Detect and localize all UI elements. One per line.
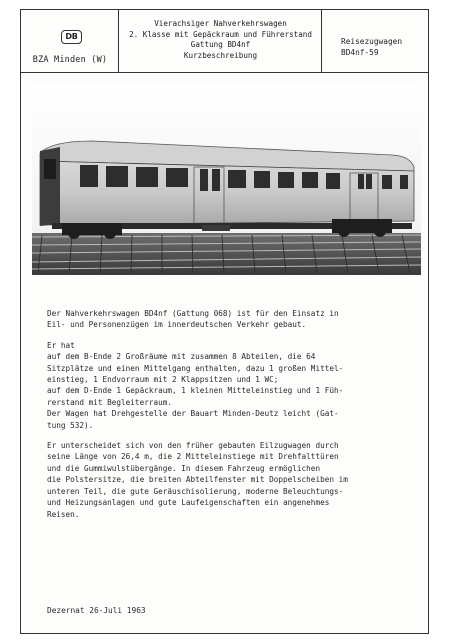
text-line: unteren Teil, die gute Geräuschisolierung, moderne Beleuchtungs- [47, 486, 344, 496]
description-text [47, 308, 383, 529]
railcar-photo [32, 85, 421, 275]
document-title [119, 19, 322, 61]
text-line: Sitzplätze und einen Mittelgang enthalten, dazu 1 großen Mittel- [47, 363, 344, 373]
text-line: die Polstersitze, die breiten Abteilfenster mit Doppelscheiben im [47, 475, 348, 485]
text-line: Er unterscheidet sich von den früher gebauten Eilzugwagen durch [47, 441, 339, 451]
text-line: auf dem B-Ende 2 Großräume mit zusammen 8 Abteilen, die 64 [47, 352, 316, 362]
vehicle-type [341, 37, 402, 58]
type-line: Reisezugwagen [341, 37, 403, 46]
text-line: tung 532). [47, 420, 94, 430]
paragraph-differences [47, 440, 383, 520]
type-line: BD4nf-59 [341, 47, 379, 57]
text-line: Eil- und Personenzügen im innerdeutschen Verkehr gebaut. [47, 320, 307, 330]
text-line: auf dem D-Ende 1 Gepäckraum, 1 kleinen Mitteleinstieg und 1 Füh- [47, 386, 344, 396]
text-line: und die Gummiwulstübergänge. In diesem Fahrzeug ermöglichen [47, 463, 321, 473]
footer-date: Dezernat 26-Juli 1963 [47, 606, 146, 615]
text-line: und Heizungsanlagen und gute Laufeigenschaften ein angenehmes [47, 498, 330, 508]
paragraph-intro [47, 308, 383, 331]
text-line: seine Länge von 26,4 m, die 2 Mitteleinstiege mit Drehfalttüren [47, 452, 339, 462]
header-org-cell [21, 10, 119, 73]
text-line: Der Nahverkehrswagen BD4nf (Gattung 068) ist für den Einsatz in [47, 309, 339, 318]
header-table [21, 10, 428, 73]
title-line: Gattung BD4nf [190, 40, 251, 50]
title-line: Vierachsiger Nahverkehrswagen [154, 19, 287, 28]
title-line: 2. Klasse mit Gepäckraum und Führerstand [129, 29, 312, 39]
header-type-cell [322, 10, 428, 73]
document-sheet [20, 9, 429, 634]
text-line: Er hat [47, 340, 75, 350]
header-title-cell [119, 10, 322, 73]
text-line: einstieg, 1 Endvorraum mit 2 Klappsitzen und 1 WC; [47, 375, 279, 385]
text-line: Der Wagen hat Drehgestelle der Bauart Minden-Deutz leicht (Gat- [47, 409, 339, 419]
text-line: Reisen. [47, 509, 80, 519]
org-name: BZA Minden (W) [32, 55, 108, 65]
db-logo: DB [61, 30, 82, 44]
text-line: rerstand mit Begleiterraum. [47, 397, 172, 407]
paragraph-layout [47, 340, 383, 431]
title-line: Kurzbeschreibung [183, 50, 258, 60]
